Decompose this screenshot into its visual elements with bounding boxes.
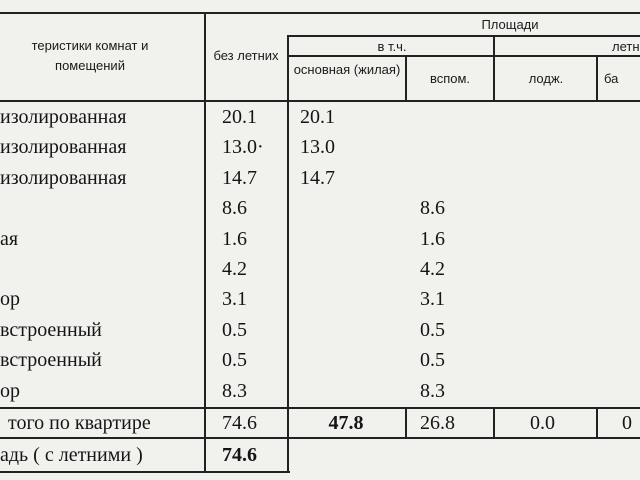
row-main-area (300, 224, 400, 254)
row-aux-area (420, 163, 492, 193)
row-aux-area: 8.6 (420, 197, 445, 220)
row-room-name: изолированная (0, 136, 127, 159)
header-room-characteristics: теристики комнат и помещений (31, 38, 149, 73)
row-room-name (0, 193, 200, 223)
row-room-name: изолированная (0, 106, 127, 128)
totals-total-area: 74.6 (222, 412, 257, 434)
aux-column-divider (493, 35, 495, 101)
row-main-area: 13.0 (300, 136, 335, 159)
row-room-name: ая (0, 227, 19, 250)
table-bottom-border (0, 471, 290, 473)
row-total-area: 0.5 (222, 349, 247, 372)
header-subcolumns-divider (288, 55, 640, 57)
loggia-column-divider (596, 55, 598, 101)
total-column-divider (287, 35, 289, 473)
row-aux-area: 3.1 (420, 288, 445, 311)
header-areas: Площади (481, 17, 539, 32)
row-aux-area: 1.6 (420, 227, 445, 250)
row-total-area: 3.1 (222, 288, 247, 311)
row-total-area: 8.6 (222, 197, 247, 220)
header-without-summer: без летних (213, 48, 279, 63)
with-summer-label: адь ( с летними ) (0, 444, 143, 466)
row-aux-area (420, 102, 492, 132)
table-top-border (0, 12, 640, 14)
header-loggia: лодж. (528, 71, 564, 86)
row-aux-area (420, 132, 492, 162)
row-total-area: 13.0· (222, 136, 264, 159)
loggia-column-divider-totals (596, 407, 598, 438)
row-main-area: 14.7 (300, 166, 335, 189)
totals-main-area: 47.8 (328, 412, 364, 434)
row-aux-area: 4.2 (420, 258, 445, 280)
main-column-divider-totals (405, 407, 407, 438)
header-auxiliary: вспом. (429, 71, 471, 86)
row-main-area (300, 284, 400, 314)
row-room-name: встроенный (0, 318, 102, 341)
row-main-area (300, 315, 400, 345)
row-room-name: встроенный (0, 349, 102, 372)
aux-column-divider-totals (493, 407, 495, 438)
totals-loggia-area: 0.0 (530, 412, 555, 434)
row-total-area: 14.7 (222, 166, 257, 189)
main-column-divider (405, 55, 407, 101)
row-main-area (300, 345, 400, 375)
row-room-name (0, 254, 200, 284)
row-total-area: 8.3 (222, 379, 247, 402)
row-room-name: изолированная (0, 166, 127, 189)
row-room-name: ор (0, 379, 20, 402)
name-column-divider (204, 12, 206, 473)
row-main-area (300, 376, 400, 406)
row-total-area: 4.2 (222, 258, 247, 280)
row-total-area: 20.1 (222, 106, 257, 128)
with-summer-total-area: 74.6 (222, 444, 257, 466)
header-balcony: ба (604, 71, 619, 86)
totals-label: того по квартире (8, 412, 151, 434)
header-including: в т.ч. (377, 39, 407, 54)
header-summer: летн (612, 39, 640, 54)
row-room-name: ор (0, 288, 20, 311)
header-main-living: основная (жилая) (293, 62, 401, 77)
row-total-area: 1.6 (222, 227, 247, 250)
row-main-area (300, 254, 400, 284)
totals-balcony-area: 0 (622, 412, 632, 434)
totals-aux-area: 26.8 (420, 412, 455, 434)
row-main-area: 20.1 (300, 106, 335, 128)
row-main-area (300, 193, 400, 223)
header-areas-divider (288, 35, 640, 37)
row-total-area: 0.5 (222, 318, 247, 341)
row-aux-area: 0.5 (420, 318, 445, 341)
row-aux-area: 8.3 (420, 379, 445, 402)
row-aux-area: 0.5 (420, 349, 445, 372)
